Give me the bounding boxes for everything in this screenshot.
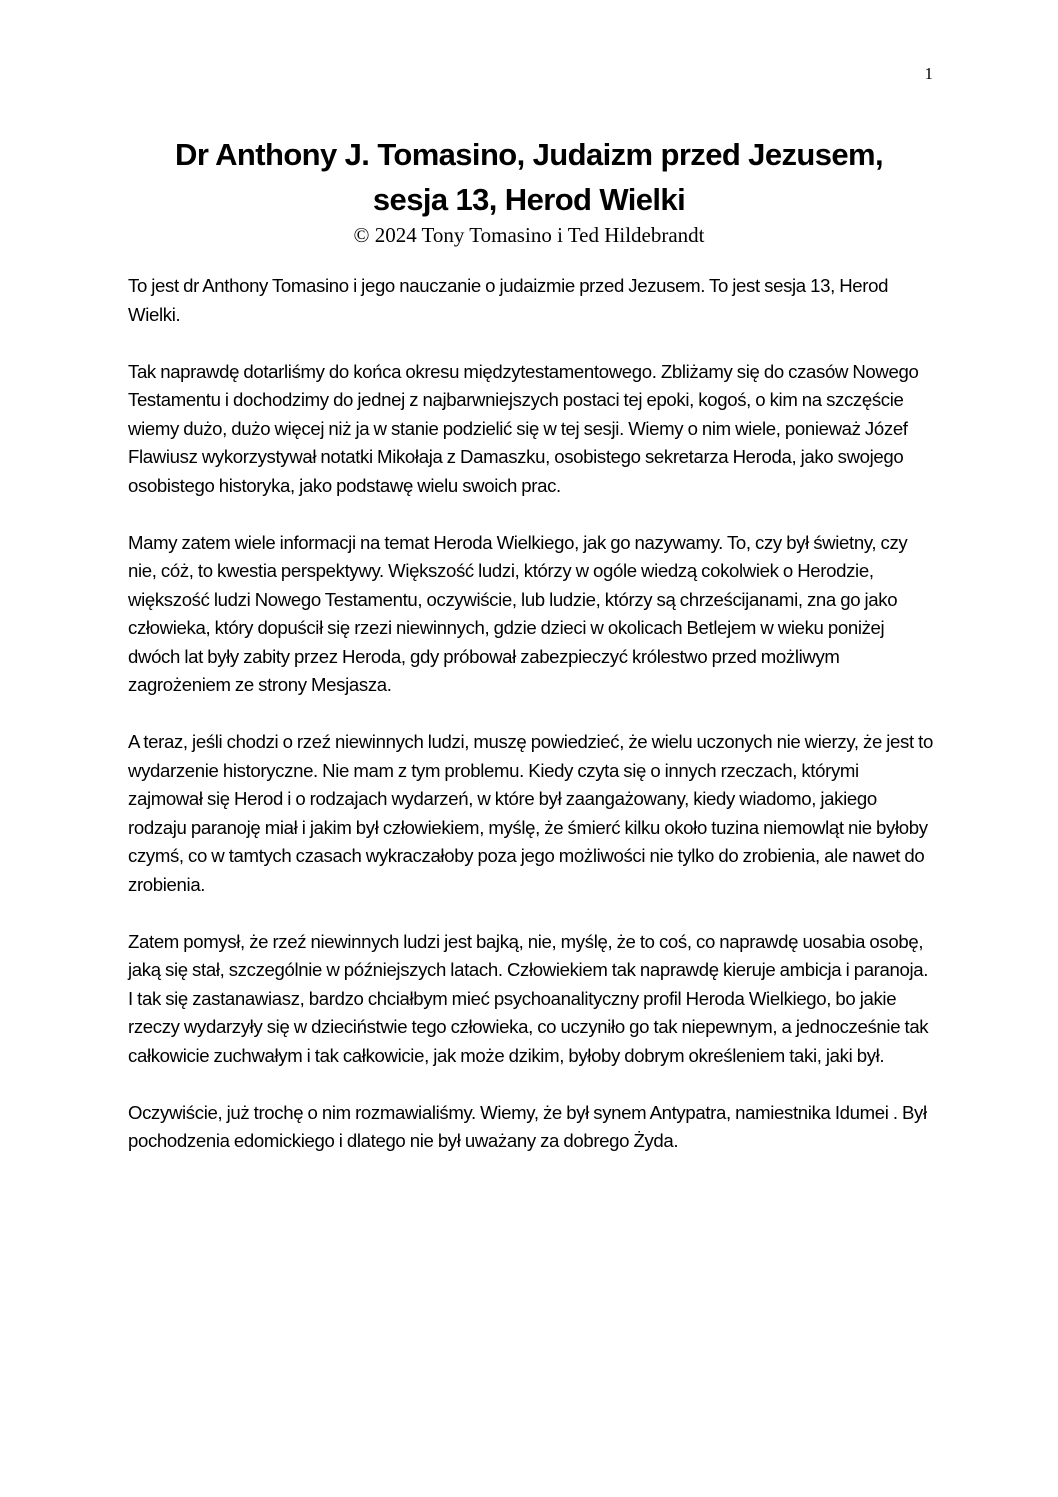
page-number: 1 xyxy=(924,64,933,83)
paragraph: Oczywiście, już trochę o nim rozmawialiśmy. Wiemy, że był synem Antypatra, namiestnika Idumei . Był pochodzenia edomickiego i dlatego nie był uważany za dobrego Żyda. xyxy=(128,1101,927,1151)
paragraph: Tak naprawdę dotarliśmy do końca okresu międzytestamentowego. Zbliżamy się do czasów Nowego Testamentu i dochodzimy do jednej z najbarwniejszych postaci tej epoki, kogoś, o kim na szczęście wiemy dużo, dużo więcej niż ja w stanie podzielić się w tej sesji. Wiemy o nim wiele, ponieważ Józef Flawiusz wykorzystywał notatki Mikołaja z Damaszku, osobistego sekretarza Heroda, jako swojego osobistego historyka, jako podstawę wielu swoich prac. xyxy=(128,360,919,496)
document-body xyxy=(128,272,936,1184)
paragraph: Mamy zatem wiele informacji na temat Heroda Wielkiego, jak go nazywamy. To, czy był świetny, czy nie, cóż, to kwestia perspektywy. Większość ludzi, którzy w ogóle wiedzą cokolwiek o Herodzie, większość ludzi Nowego Testamentu, oczywiście, lub ludzie, którzy są chrześcijanami, zna go jako człowieka, który dopuścił się rzezi niewinnych, gdzie dzieci w okolicach Betlejem w wieku poniżej dwóch lat były zabity przez Heroda, gdy próbował zabezpieczyć królestwo przed możliwym zagrożeniem ze strony Mesjasza. xyxy=(128,531,908,695)
paragraph: To jest dr Anthony Tomasino i jego nauczanie o judaizmie przed Jezusem. To jest sesja 13, Herod Wielki. xyxy=(128,275,889,325)
document-title xyxy=(100,132,958,222)
paragraph: A teraz, jeśli chodzi o rzeź niewinnych ludzi, muszę powiedzieć, że wielu uczonych nie wierzy, że jest to wydarzenie historyczne. Nie mam z tym problemu. Kiedy czyta się o innych rzeczach, którymi zajmował się Herod i o rodzajach wydarzeń, w które był zaangażowany, kiedy wiadomo, jakiego rodzaju paranoję miał i jakim był człowiekiem, myślę, że śmierć kilku około tuzina niemowląt nie byłoby czymś, co w tamtych czasach wykraczałoby poza jego możliwości nie tylko do zrobienia, ale nawet do zrobienia. xyxy=(128,731,933,895)
paragraph: Zatem pomysł, że rzeź niewinnych ludzi jest bajką, nie, myślę, że to coś, co naprawdę uosabia osobę, jaką się stał, szczególnie w późniejszych latach. Człowiekiem tak naprawdę kieruje ambicja i paranoja. I tak się zastanawiasz, bardzo chciałbym mieć psychoanalityczny profil Heroda Wielkiego, bo jakie rzeczy wydarzyły się w dzieciństwie tego człowieka, co uczyniło go tak niepewnym, a jednocześnie tak całkowicie zuchwałym i tak całkowicie, jak może dzikim, byłoby dobrym określeniem taki, jaki był. xyxy=(128,930,929,1066)
title-line-2: sesja 13, Herod Wielki xyxy=(372,182,686,217)
title-line-1: Dr Anthony J. Tomasino, Judaizm przed Jezusem, xyxy=(175,137,883,172)
document-header xyxy=(100,132,958,248)
copyright-notice: © 2024 Tony Tomasino i Ted Hildebrandt xyxy=(353,223,705,247)
